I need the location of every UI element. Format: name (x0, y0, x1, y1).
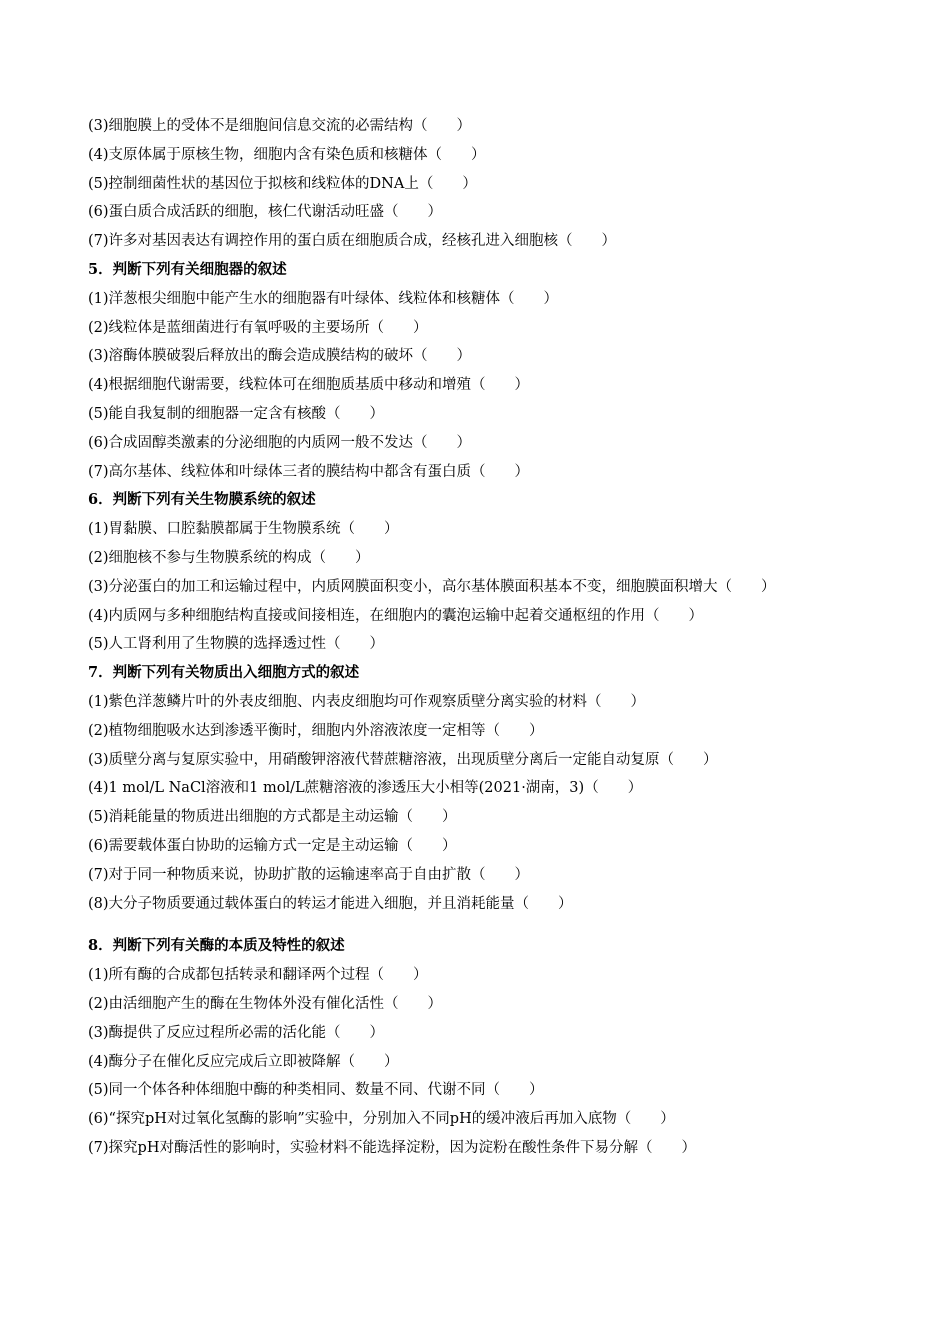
question-item: (6)蛋白质合成活跃的细胞，核仁代谢活动旺盛（ ） (88, 204, 443, 221)
section-heading: 6．判断下列有关生物膜系统的叙述 (88, 491, 316, 509)
question-item: (1)所有酶的合成都包括转录和翻译两个过程（ ） (88, 967, 428, 984)
question-item: (4)内质网与多种细胞结构直接或间接相连，在细胞内的囊泡运输中起着交通枢纽的作用（ ） (88, 607, 704, 624)
question-item: (4)1 mol/L NaCl溶液和1 mol/L蔗糖溶液的渗透压大小相等(2021·湖南，3)（ ） (88, 780, 643, 797)
question-item: (3)质壁分离与复原实验中，用硝酸钾溶液代替蔗糖溶液，出现质壁分离后一定能自动复原（ ） (88, 751, 718, 768)
spacer (88, 918, 888, 932)
question-item: (3)分泌蛋白的加工和运输过程中，内质网膜面积变小，高尔基体膜面积基本不变，细胞膜面积增大（ ） (88, 578, 776, 595)
question-item: (6)合成固醇类激素的分泌细胞的内质网一般不发达（ ） (88, 434, 472, 451)
question-item: (2)线粒体是蓝细菌进行有氧呼吸的主要场所（ ） (88, 319, 428, 336)
section-heading: 7．判断下列有关物质出入细胞方式的叙述 (88, 664, 360, 682)
question-item: (7)高尔基体、线粒体和叶绿体三者的膜结构中都含有蛋白质（ ） (88, 463, 530, 480)
question-item: (7)对于同一种物质来说，协助扩散的运输速率高于自由扩散（ ） (88, 866, 530, 883)
section-heading: 8．判断下列有关酶的本质及特性的叙述 (88, 937, 345, 955)
question-item: (5)人工肾利用了生物膜的选择透过性（ ） (88, 636, 385, 653)
question-item: (2)由活细胞产生的酶在生物体外没有催化活性（ ） (88, 995, 443, 1012)
question-item: (3)溶酶体膜破裂后释放出的酶会造成膜结构的破坏（ ） (88, 348, 472, 365)
question-item: (8)大分子物质要通过载体蛋白的转运才能进入细胞，并且消耗能量（ ） (88, 895, 573, 912)
question-item: (4)根据细胞代谢需要，线粒体可在细胞质基质中移动和增殖（ ） (88, 377, 530, 394)
question-item: (1)胃黏膜、口腔黏膜都属于生物膜系统（ ） (88, 521, 399, 538)
document-page (88, 112, 888, 1163)
question-item: (2)细胞核不参与生物膜系统的构成（ ） (88, 549, 370, 566)
question-item: (1)紫色洋葱鳞片叶的外表皮细胞、内表皮细胞均可作观察质壁分离实验的材料（ ） (88, 693, 646, 710)
question-item: (7)探究pH对酶活性的影响时，实验材料不能选择淀粉，因为淀粉在酸性条件下易分解（ ） (88, 1139, 696, 1156)
question-item: (3)酶提供了反应过程所必需的活化能（ ） (88, 1024, 385, 1041)
question-item: (6)“探究pH对过氧化氢酶的影响”实验中，分别加入不同pH的缓冲液后再加入底物（ ） (88, 1111, 675, 1128)
question-item: (6)需要载体蛋白协助的运输方式一定是主动运输（ ） (88, 837, 457, 854)
section-heading: 5．判断下列有关细胞器的叙述 (88, 260, 287, 278)
question-item: (5)能自我复制的细胞器一定含有核酸（ ） (88, 405, 385, 422)
question-item: (7)许多对基因表达有调控作用的蛋白质在细胞质合成，经核孔进入细胞核（ ） (88, 233, 617, 250)
question-item: (5)同一个体各种体细胞中酶的种类相同、数量不同、代谢不同（ ） (88, 1082, 544, 1099)
question-item: (4)支原体属于原核生物，细胞内含有染色质和核糖体（ ） (88, 146, 486, 163)
question-item: (2)植物细胞吸水达到渗透平衡时，细胞内外溶液浓度一定相等（ ） (88, 722, 544, 739)
question-item: (3)细胞膜上的受体不是细胞间信息交流的必需结构（ ） (88, 118, 472, 134)
question-item: (1)洋葱根尖细胞中能产生水的细胞器有叶绿体、线粒体和核糖体（ ） (88, 290, 559, 307)
question-item: (5)消耗能量的物质进出细胞的方式都是主动运输（ ） (88, 809, 457, 826)
question-item: (4)酶分子在催化反应完成后立即被降解（ ） (88, 1053, 399, 1070)
question-item: (5)控制细菌性状的基因位于拟核和线粒体的DNA上（ ） (88, 175, 477, 192)
